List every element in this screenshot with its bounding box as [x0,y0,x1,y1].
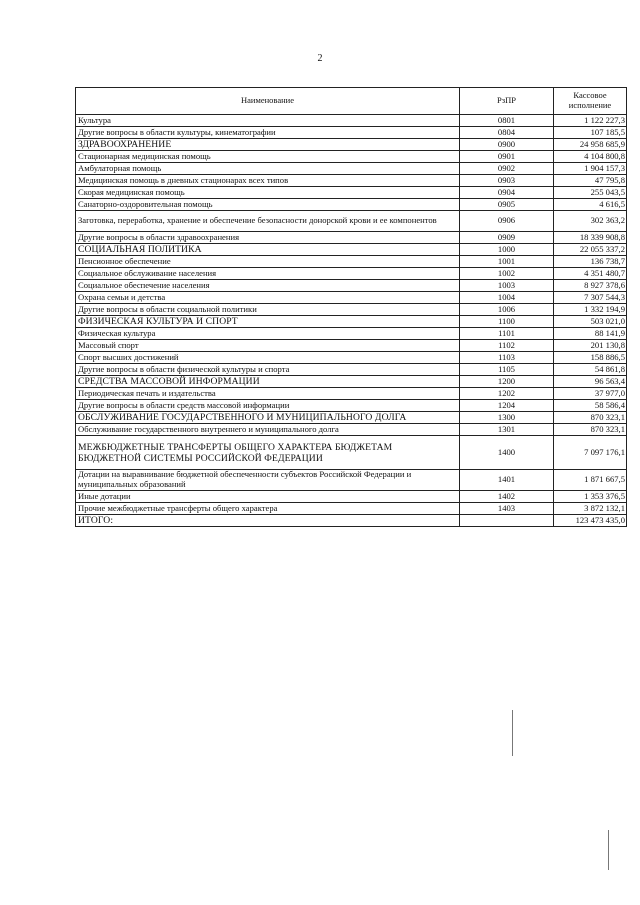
row-code-cell: 1202 [460,388,554,400]
row-code-cell: 0801 [460,115,554,127]
row-name-cell: Скорая медицинская помощь [76,187,460,199]
row-code-cell: 1300 [460,412,554,424]
row-name-cell: МЕЖБЮДЖЕТНЫЕ ТРАНСФЕРТЫ ОБЩЕГО ХАРАКТЕРА БЮДЖЕТАМ БЮДЖЕТНОЙ СИСТЕМЫ РОССИЙСКОЙ ФЕДЕРАЦИИ [76,436,460,470]
table-row [76,187,627,199]
row-amount-cell: 18 339 908,8 [554,232,627,244]
row-name-cell: Стационарная медицинская помощь [76,151,460,163]
table-row-section [76,316,627,328]
row-amount-cell: 3 872 132,1 [554,503,627,515]
row-amount-cell: 8 927 378,6 [554,280,627,292]
table-row [76,292,627,304]
table-row-section [76,412,627,424]
row-name-cell: ФИЗИЧЕСКАЯ КУЛЬТУРА И СПОРТ [76,316,460,328]
row-code-cell: 0900 [460,139,554,151]
row-code-cell: 1301 [460,424,554,436]
row-name-cell: Другие вопросы в области средств массовой информации [76,400,460,412]
row-code-cell: 1401 [460,470,554,491]
row-amount-cell: 1 904 157,3 [554,163,627,175]
table-row [76,503,627,515]
table-row [76,364,627,376]
row-name-cell: ИТОГО: [76,515,460,527]
row-code-cell: 0804 [460,127,554,139]
table-row [76,163,627,175]
table-row-section [76,139,627,151]
row-code-cell: 0901 [460,151,554,163]
scan-mark [608,830,609,870]
row-name-cell: Медицинская помощь в дневных стационарах всех типов [76,175,460,187]
header-amount: Кассовое исполнение [554,88,627,115]
row-code-cell: 1402 [460,491,554,503]
header-code: РзПР [460,88,554,115]
row-code-cell: 1200 [460,376,554,388]
row-code-cell: 1004 [460,292,554,304]
row-amount-cell: 123 473 435,0 [554,515,627,527]
row-name-cell: Физическая культура [76,328,460,340]
row-amount-cell: 4 351 480,7 [554,268,627,280]
row-name-cell: Культура [76,115,460,127]
header-name: Наименование [76,88,460,115]
row-code-cell: 1403 [460,503,554,515]
table-header-row [76,88,627,115]
row-amount-cell: 54 861,8 [554,364,627,376]
row-code-cell: 1002 [460,268,554,280]
table-row [76,304,627,316]
row-name-cell: Другие вопросы в области социальной политики [76,304,460,316]
row-amount-cell: 503 021,0 [554,316,627,328]
row-name-cell: СОЦИАЛЬНАЯ ПОЛИТИКА [76,244,460,256]
row-amount-cell: 4 104 800,8 [554,151,627,163]
table-row [76,268,627,280]
table-row [76,352,627,364]
row-amount-cell: 24 958 685,9 [554,139,627,151]
table-body [76,115,627,527]
table-row [76,199,627,211]
table-row [76,470,627,491]
row-code-cell: 1000 [460,244,554,256]
row-name-cell: Прочие межбюджетные трансферты общего характера [76,503,460,515]
row-amount-cell: 47 795,8 [554,175,627,187]
row-code-cell: 0902 [460,163,554,175]
table-row [76,175,627,187]
row-name-cell: СРЕДСТВА МАССОВОЙ ИНФОРМАЦИИ [76,376,460,388]
row-name-cell: Другие вопросы в области здравоохранения [76,232,460,244]
row-amount-cell: 302 363,2 [554,211,627,232]
row-amount-cell: 1 353 376,5 [554,491,627,503]
row-code-cell: 0905 [460,199,554,211]
table-row-section [76,376,627,388]
table-row [76,340,627,352]
table-row [76,328,627,340]
table-row [76,491,627,503]
row-name-cell: Массовый спорт [76,340,460,352]
row-name-cell: Обслуживание государственного внутреннего и муниципального долга [76,424,460,436]
scan-mark [512,710,513,756]
row-amount-cell: 1 122 227,3 [554,115,627,127]
row-amount-cell: 88 141,9 [554,328,627,340]
table-row [76,211,627,232]
row-amount-cell: 4 616,5 [554,199,627,211]
row-code-cell: 0906 [460,211,554,232]
row-amount-cell: 870 323,1 [554,412,627,424]
table-row [76,151,627,163]
row-amount-cell: 136 738,7 [554,256,627,268]
table-row [76,280,627,292]
table-row [76,256,627,268]
row-amount-cell: 7 097 176,1 [554,436,627,470]
row-amount-cell: 201 130,8 [554,340,627,352]
table-row [76,388,627,400]
row-amount-cell: 870 323,1 [554,424,627,436]
row-name-cell: Охрана семьи и детства [76,292,460,304]
row-name-cell: Заготовка, переработка, хранение и обеспечение безопасности донорской крови и ее компонентов [76,211,460,232]
row-code-cell: 1102 [460,340,554,352]
page-number: 2 [317,53,323,64]
row-amount-cell: 96 563,4 [554,376,627,388]
row-name-cell: Пенсионное обеспечение [76,256,460,268]
row-amount-cell: 158 886,5 [554,352,627,364]
row-amount-cell: 255 043,5 [554,187,627,199]
row-amount-cell: 37 977,0 [554,388,627,400]
row-code-cell: 0904 [460,187,554,199]
row-code-cell: 0903 [460,175,554,187]
row-name-cell: ЗДРАВООХРАНЕНИЕ [76,139,460,151]
row-amount-cell: 1 871 667,5 [554,470,627,491]
row-code-cell [460,515,554,527]
table-row [76,232,627,244]
row-name-cell: Социальное обслуживание населения [76,268,460,280]
row-code-cell: 1105 [460,364,554,376]
table-row [76,115,627,127]
row-name-cell: Дотации на выравнивание бюджетной обеспеченности субъектов Российской Федерации и муниципальных образований [76,470,460,491]
table-row-section [76,436,627,470]
row-amount-cell: 58 586,4 [554,400,627,412]
row-code-cell: 1101 [460,328,554,340]
table-row-section [76,244,627,256]
row-name-cell: Социальное обеспечение населения [76,280,460,292]
row-name-cell: Амбулаторная помощь [76,163,460,175]
row-amount-cell: 22 055 337,2 [554,244,627,256]
row-code-cell: 1003 [460,280,554,292]
row-name-cell: Иные дотации [76,491,460,503]
budget-execution-table [75,87,627,527]
table-row [76,400,627,412]
row-code-cell: 0909 [460,232,554,244]
table-row [76,424,627,436]
row-amount-cell: 107 185,5 [554,127,627,139]
row-amount-cell: 1 332 194,9 [554,304,627,316]
row-amount-cell: 7 307 544,3 [554,292,627,304]
row-name-cell: Другие вопросы в области физической культуры и спорта [76,364,460,376]
row-name-cell: Периодическая печать и издательства [76,388,460,400]
row-code-cell: 1400 [460,436,554,470]
table-row-section [76,515,627,527]
row-code-cell: 1103 [460,352,554,364]
row-name-cell: ОБСЛУЖИВАНИЕ ГОСУДАРСТВЕННОГО И МУНИЦИПАЛЬНОГО ДОЛГА [76,412,460,424]
row-code-cell: 1006 [460,304,554,316]
table-row [76,127,627,139]
row-code-cell: 1001 [460,256,554,268]
row-name-cell: Другие вопросы в области культуры, кинематографии [76,127,460,139]
row-name-cell: Спорт высших достижений [76,352,460,364]
row-code-cell: 1100 [460,316,554,328]
row-name-cell: Санаторно-оздоровительная помощь [76,199,460,211]
row-code-cell: 1204 [460,400,554,412]
